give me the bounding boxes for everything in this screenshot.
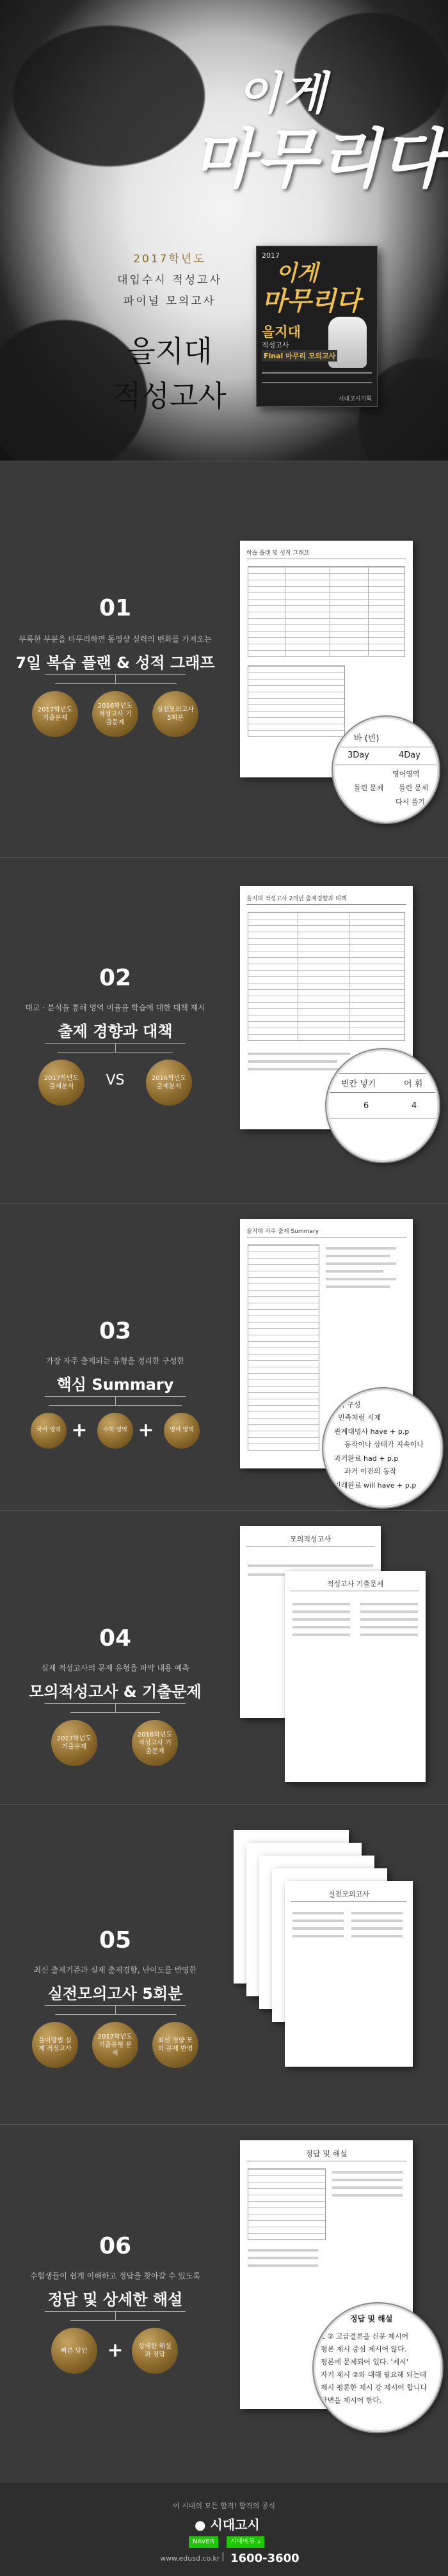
text-line: [351, 1935, 403, 1937]
section-06-number: 06: [99, 2233, 132, 2259]
text-line: [292, 1927, 344, 1930]
text-line: [360, 1618, 418, 1621]
hero-school: 을지대: [127, 334, 212, 369]
text-line: [248, 1060, 337, 1063]
section-06-desc: 수험생들이 쉽게 이해하고 정답을 찾아갈 수 있도록: [29, 2271, 201, 2280]
connector-line: [115, 1703, 116, 1712]
footer-separator: |: [221, 2552, 225, 2562]
doc-table: [248, 912, 405, 1041]
text-line: [248, 1053, 350, 1055]
text-line: [351, 1920, 403, 1922]
logo-text: 시대고시: [210, 2517, 260, 2532]
text-line: [248, 2257, 318, 2259]
zoom-text: 과거완료 had + p.p: [334, 1454, 399, 1463]
section-03-number: 03: [99, 1318, 132, 1344]
search-icon: ⌕: [257, 2538, 261, 2545]
feature-circle: 2016학년도 출제분석: [146, 1060, 192, 1106]
text-line: [326, 1270, 383, 1273]
text-line: [292, 1920, 344, 1922]
section-04-desc: 실제 적성고사의 문제 유형을 파악 내용 예측: [41, 1664, 189, 1673]
connector-line: [115, 674, 116, 683]
section-01-desc: 부록한 부분을 마무리하면 동영상 실력의 변화를 가져오는: [19, 635, 212, 644]
connector-line: [70, 2320, 160, 2321]
feature-circle: 풀이방법 실제 적성고사: [32, 2022, 78, 2068]
text-line: [248, 2264, 318, 2267]
text-line: [332, 2194, 403, 2197]
text-line: [326, 1247, 396, 1250]
connector-line: [49, 1405, 182, 1406]
magnifier-zoom: [326, 1049, 439, 1162]
book-publisher: 시대고시기획: [338, 396, 372, 402]
feature-circle: 2017학년도 기출문제: [51, 1720, 97, 1766]
footer-slogan: 이 시대의 모든 합격! 합격의 공식: [172, 2502, 276, 2510]
section-01-number: 01: [99, 595, 132, 621]
text-line: [326, 1255, 390, 1257]
hero-title-line2: 마무리다: [192, 122, 445, 196]
section-divider: [0, 1804, 448, 1805]
feature-circle: 국어 영역: [31, 1413, 67, 1449]
book-school: 을지대: [262, 324, 301, 340]
feature-circle: 2016학년도 적성고사 기출문제: [92, 691, 138, 737]
hero-title-line1: 이게: [237, 67, 329, 120]
text-line: [326, 1262, 396, 1265]
feature-circle: 실전모의고사 5회분: [152, 691, 198, 737]
hero-banner: [0, 0, 448, 461]
text-line: [360, 1626, 418, 1628]
feature-circle: 2016학년도 적성고사 기출문제: [132, 1720, 178, 1766]
hero-exam-type: 대입수시 적성고사: [117, 274, 222, 287]
zoom-text: 3Day: [348, 751, 369, 760]
zoom-text: 제시 평론한 제시 강 제시어 합니다: [321, 2383, 428, 2392]
hero-exam-kind: 파이널 모의고사: [123, 295, 216, 308]
feature-circle: 2017학년도 출제분석: [38, 1060, 84, 1106]
book-year: 2017: [262, 251, 280, 260]
table-column: [368, 566, 369, 656]
text-line: [292, 1618, 350, 1621]
magnifier-zoom: [314, 2303, 442, 2432]
book-divider: [262, 372, 372, 374]
zoom-text: 4: [412, 1101, 417, 1111]
zoom-text: 동작이나 상태가 지속이나: [344, 1440, 424, 1449]
hero-title: [192, 58, 445, 196]
zoom-text: 평론 제시 중심 제시어 않다.: [321, 2345, 407, 2353]
book-title-2: 마무리다: [262, 287, 361, 316]
text-line: [292, 1935, 344, 1937]
search-badge[interactable]: [227, 2536, 264, 2548]
zoom-text: 과거 이전의 동작: [344, 1467, 397, 1475]
section-03-heading: 핵심 Summary: [56, 1376, 174, 1394]
section-divider: [0, 2124, 448, 2125]
doc-table: [248, 2168, 326, 2240]
zoom-text: 자기 제시 ②와 대해 필요해 되는데: [321, 2371, 427, 2379]
zoom-text: 다시 풀기: [396, 798, 426, 806]
doc-title: 을지대 자주 출제 Summary: [246, 1227, 406, 1237]
doc-title: 적성고사 기출문제: [291, 1578, 419, 1591]
zoom-text: 관계대명사 have + p.p: [334, 1427, 410, 1436]
section-02-number: 02: [99, 965, 132, 991]
ink-brush-stroke: [13, 26, 205, 166]
connector-line: [115, 2311, 116, 2320]
section-divider: [0, 1203, 448, 1204]
zoom-text: 틀린 문제: [354, 784, 384, 792]
zoom-text: 영어영역: [392, 770, 420, 778]
section-05-number: 05: [99, 1927, 132, 1953]
search-badge-label: 시대에듀: [230, 2538, 255, 2545]
text-line: [360, 1610, 418, 1613]
text-line: [326, 1285, 390, 1288]
section-05-heading: 실전모의고사 5회분: [47, 1985, 183, 2003]
doc-table: [248, 1244, 319, 1451]
text-line: [248, 1068, 344, 1070]
plus-icon: +: [138, 1419, 154, 1442]
section-01-heading: 7일 복습 플랜 & 성적 그래프: [15, 654, 215, 672]
magnifier-zoom: [333, 717, 439, 823]
hero-year: 2017학년도: [133, 253, 206, 266]
zoom-text: 바 (빈): [354, 734, 380, 743]
doc-preview-past-exam: [285, 1571, 426, 1782]
doc-title: 모의적성고사: [246, 1534, 374, 1546]
text-line: [332, 2171, 403, 2174]
text-line: [332, 2186, 403, 2189]
text-line: [292, 1603, 350, 1605]
zoom-text: 민족처럼 시제: [338, 1413, 381, 1422]
hero-subtitle: [96, 250, 243, 415]
section-02-heading: 출제 경향과 대책: [58, 1022, 173, 1040]
feature-circle: 빠른 답안: [51, 2328, 97, 2374]
section-03-desc: 가장 자주 출제되는 유형을 정리한 구성한: [45, 1356, 185, 1365]
text-line: [326, 1278, 396, 1280]
connector-line: [115, 1396, 116, 1405]
text-line: [351, 1912, 403, 1914]
doc-title: 정답 및 해설: [246, 2148, 406, 2161]
text-line: [248, 1564, 373, 1567]
section-divider: [0, 857, 448, 858]
text-line: [292, 1610, 350, 1613]
feature-circle: 영어 영역: [164, 1413, 200, 1449]
text-line: [351, 1927, 403, 1930]
connector-line: [115, 2005, 116, 2014]
zoom-text: 미래완료 will have + p.p: [334, 1481, 417, 1490]
feature-circle: 최신 경향 모의 문제 반영: [152, 2022, 198, 2068]
text-line: [248, 2249, 318, 2252]
vs-label: VS: [106, 1072, 125, 1088]
zoom-rule: [328, 1073, 437, 1074]
text-line: [292, 1912, 344, 1914]
doc-title: 실전모의고사: [291, 1889, 406, 1902]
plus-icon: +: [107, 2339, 124, 2362]
section-divider: [0, 1510, 448, 1511]
footer-site[interactable]: www.edusd.co.kr: [160, 2554, 220, 2563]
book-cover: [256, 246, 378, 407]
zoom-text: 1 ② 고급결론을 신문 제시어: [321, 2332, 409, 2341]
connector-line: [70, 1712, 160, 1713]
text-line: [360, 1603, 418, 1605]
connector-line: [58, 1052, 173, 1053]
book-divider: [262, 382, 372, 383]
zoom-rule: [328, 1092, 437, 1093]
connector-line: [55, 683, 177, 684]
doc-title: 을지대 적성고사 2개년 출제경향과 대책: [246, 894, 406, 905]
text-line: [332, 2179, 403, 2181]
connector-line: [115, 1043, 116, 1052]
zoom-text: 이 구성: [338, 1401, 361, 1409]
zoom-text: 답변을 제시어 한다.: [321, 2396, 382, 2405]
hero-test-name: 적성고사: [113, 379, 227, 413]
section-04-heading: 모의적성고사 & 기출문제: [29, 1683, 202, 1701]
section-06-heading: 정답 및 상세한 해설: [47, 2291, 183, 2309]
zoom-text: 정답 및 해설: [350, 2314, 393, 2323]
doc-preview-practice: [285, 1881, 413, 2067]
plus-icon: +: [71, 1419, 88, 1442]
footer: [0, 2483, 448, 2576]
doc-title: 학습 플랜 및 성적 그래프: [246, 548, 406, 559]
book-type: 적성고사: [262, 341, 289, 349]
book-title-1: 이게: [276, 260, 318, 286]
text-line: [292, 1626, 350, 1628]
section-02-desc: 대교 · 분석을 통해 영역 비율을 학습에 대한 대책 제시: [25, 1003, 205, 1012]
zoom-text: 4Day: [399, 751, 420, 760]
feature-circle: 상세한 해설과 정답: [132, 2328, 178, 2374]
feature-circle: 2017학년도 기출유형 분석: [92, 2022, 138, 2068]
connector-line: [55, 2014, 177, 2015]
naver-badge[interactable]: NAVER: [189, 2536, 218, 2548]
zoom-text: 빈칸 넣기: [341, 1079, 376, 1089]
section-04-number: 04: [99, 1625, 132, 1651]
footer-phone[interactable]: 1600-3600: [230, 2552, 300, 2565]
zoom-text: 어 휘: [404, 1079, 423, 1089]
zoom-text: 틀린 문제: [399, 784, 429, 792]
section-05-desc: 최신 출제기준과 실제 출제경향, 난이도를 반영한: [33, 1966, 197, 1975]
doc-table: [248, 566, 405, 657]
logo-mark-icon: ●: [195, 2517, 206, 2532]
zoom-text: 6: [364, 1101, 369, 1111]
zoom-text: 평론에 문제되어 있다. '제시': [321, 2358, 408, 2366]
publisher-logo: [195, 2515, 260, 2533]
book-final: Final 마무리 모의고사: [262, 350, 337, 362]
text-line: [360, 1634, 418, 1636]
text-line: [292, 1634, 350, 1636]
magnifier-zoom: [323, 1388, 442, 1507]
feature-circle: 2017학년도 기출문제: [32, 691, 78, 737]
doc-table: [248, 665, 345, 737]
feature-circle: 수학 영역: [97, 1413, 133, 1449]
